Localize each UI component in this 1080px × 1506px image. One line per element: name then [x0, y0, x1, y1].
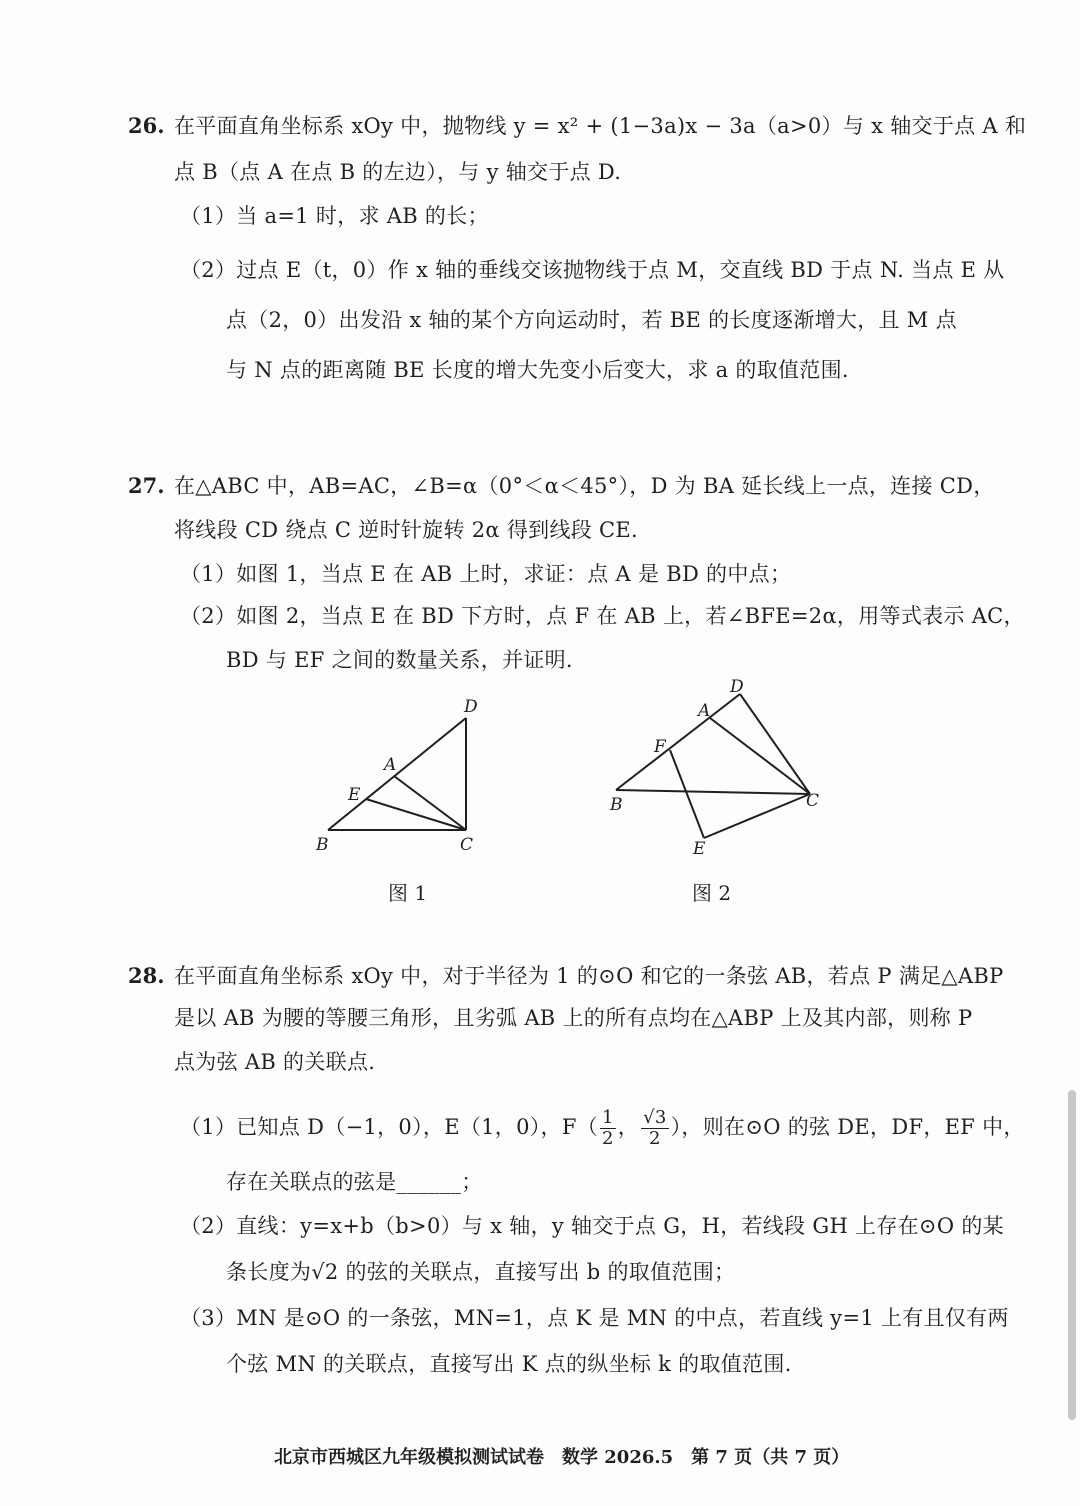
- question-26-part-2-line-2: 点（2，0）出发沿 x 轴的某个方向运动时，若 BE 的长度逐渐增大，且 M 点: [226, 308, 957, 332]
- question-28-number: 28.: [128, 963, 165, 988]
- question-27-number: 27.: [128, 473, 165, 498]
- question-28-part-3-line-1: （3）MN 是⊙O 的一条弦，MN=1，点 K 是 MN 的中点，若直线 y=1 上有且仅有两: [180, 1306, 1009, 1330]
- figure-2-label-b: B: [610, 795, 623, 815]
- question-27-stem-line-2: 将线段 CD 绕点 C 逆时针旋转 2α 得到线段 CE.: [174, 518, 639, 542]
- question-28-stem-line-1: 在平面直角坐标系 xOy 中，对于半径为 1 的⊙O 和它的一条弦 AB，若点 P 满足△ABP: [174, 964, 1004, 988]
- fraction-root3-half: $\frac{√3}{2}$: [643, 1107, 667, 1149]
- question-26-part-2-line-3: 与 N 点的距离随 BE 长度的增大先变小后变大，求 a 的取值范围.: [226, 358, 849, 382]
- question-26-part-1: （1）当 a=1 时，求 AB 的长；: [180, 204, 489, 228]
- part-1-prefix: （1）已知点 D（−1，0），E（1，0），F（: [180, 1115, 599, 1139]
- question-27-stem-line-1: 在△ABC 中，AB=AC，∠B=α（0°＜α＜45°），D 为 BA 延长线上一点，连接 CD，: [174, 474, 995, 498]
- question-28-part-3-line-2: 个弦 MN 的关联点，直接写出 K 点的纵坐标 k 的取值范围.: [226, 1352, 792, 1376]
- question-27-part-2-line-2: BD 与 EF 之间的数量关系，并证明.: [226, 648, 573, 672]
- question-27-part-2-line-1: （2）如图 2，当点 E 在 BD 下方时，点 F 在 AB 上，若∠BFE=2α，用等式表示 AC，: [180, 604, 1025, 628]
- question-28-stem-line-3: 点为弦 AB 的关联点.: [174, 1050, 376, 1074]
- figure-2-label-d: D: [730, 677, 744, 697]
- figure-2-diagram: [600, 676, 840, 866]
- question-26-part-2-line-1: （2）过点 E（t，0）作 x 轴的垂线交该抛物线于点 M，交直线 BD 于点 N. 当点 E 从: [180, 258, 1005, 282]
- figure-1-label-e: E: [348, 785, 361, 805]
- figure-1-label-c: C: [460, 835, 474, 855]
- page-footer: 北京市西城区九年级模拟测试试卷 数学 2026.5 第 7 页（共 7 页）: [274, 1447, 850, 1468]
- question-26-stem-line-1: 在平面直角坐标系 xOy 中，抛物线 y = x² + (1−3a)x − 3a（a>0）与 x 轴交于点 A 和: [174, 114, 1027, 138]
- question-28-stem-line-2: 是以 AB 为腰的等腰三角形，且劣弧 AB 上的所有点均在△ABP 上及其内部，则称 P: [174, 1006, 973, 1030]
- question-28-part-2-line-2: 条长度为√2 的弦的关联点，直接写出 b 的取值范围；: [226, 1260, 736, 1284]
- figure-2-label-a: A: [698, 701, 711, 721]
- figure-1-label-b: B: [316, 835, 329, 855]
- question-26-number: 26.: [128, 113, 165, 138]
- question-28-part-1-line-2: 存在关联点的弦是______；: [226, 1170, 483, 1194]
- part-1-suffix: ），则在⊙O 的弦 DE，DF，EF 中，: [670, 1115, 1025, 1139]
- figure-1-label-d: D: [464, 697, 478, 717]
- question-28-part-2-line-1: （2）直线：y=x+b（b>0）与 x 轴，y 轴交于点 G，H，若线段 GH 上存在⊙O 的某: [180, 1214, 1004, 1238]
- scrollbar-thumb[interactable]: [1068, 1090, 1076, 1420]
- figure-1-caption: 图 1: [388, 881, 428, 905]
- figure-2-label-e: E: [693, 839, 706, 859]
- fraction-one-half: $\frac{1}{2}$: [602, 1107, 614, 1149]
- figure-2-label-f: F: [654, 737, 666, 757]
- question-26-stem-line-2: 点 B（点 A 在点 B 的左边），与 y 轴交于点 D.: [174, 160, 622, 184]
- question-28-part-1-line-1: [180, 1108, 1025, 1149]
- figure-1-diagram: [300, 690, 500, 860]
- question-27-part-1: （1）如图 1，当点 E 在 AB 上时，求证：点 A 是 BD 的中点；: [180, 562, 792, 586]
- part-1-separator: ，: [617, 1115, 640, 1139]
- figure-2-label-c: C: [806, 791, 820, 811]
- figure-1-label-a: A: [384, 755, 397, 775]
- figure-2-caption: 图 2: [692, 881, 732, 905]
